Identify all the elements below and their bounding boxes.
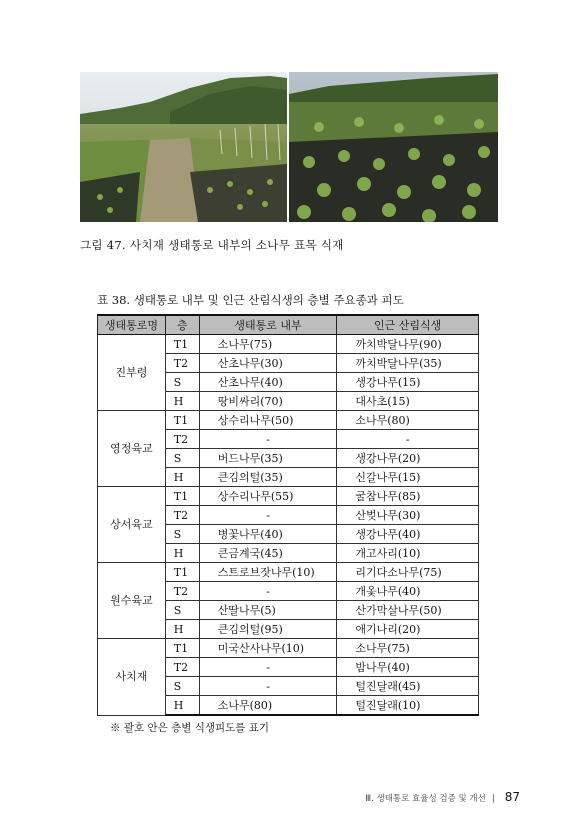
layer-cell: T1 <box>165 563 199 582</box>
inner-species-cell: 산초나무(30) <box>199 354 337 373</box>
header-outer: 인근 산림식생 <box>337 315 479 335</box>
footer-chapter: Ⅲ. 생태통로 효율성 검증 및 개선 <box>365 794 486 804</box>
inner-species-cell: 산딸나무(5) <box>199 601 337 620</box>
figure-caption: 그림 47. 사치재 생태통로 내부의 소나무 표목 식재 <box>80 238 344 252</box>
outer-species-cell: 대사초(15) <box>337 392 479 411</box>
outer-species-cell: 개고사리(10) <box>337 544 479 563</box>
inner-species-cell: 소나무(75) <box>199 335 337 354</box>
outer-species-cell: 리기다소나무(75) <box>337 563 479 582</box>
layer-cell: T1 <box>165 335 199 354</box>
corridor-name: 영정육교 <box>98 411 166 487</box>
outer-species-cell: 개옻나무(40) <box>337 582 479 601</box>
layer-cell: S <box>165 525 199 544</box>
outer-species-cell: 털진달래(10) <box>337 696 479 716</box>
inner-species-cell: 상수리나무(50) <box>199 411 337 430</box>
outer-species-cell: 굴참나무(85) <box>337 487 479 506</box>
layer-cell: T2 <box>165 506 199 525</box>
outer-species-cell: - <box>337 430 479 449</box>
outer-species-cell: 생강나무(20) <box>337 449 479 468</box>
inner-species-cell: 버드나무(35) <box>199 449 337 468</box>
layer-cell: T1 <box>165 487 199 506</box>
inner-species-cell: 큰김의털(35) <box>199 468 337 487</box>
inner-species-cell: 산초나무(40) <box>199 373 337 392</box>
layer-cell: H <box>165 392 199 411</box>
corridor-name: 진부령 <box>98 335 166 411</box>
outer-species-cell: 생강나무(40) <box>337 525 479 544</box>
corridor-name: 원수육교 <box>98 563 166 639</box>
table-row <box>98 639 479 658</box>
inner-species-cell: 큰김의털(95) <box>199 620 337 639</box>
layer-cell: S <box>165 601 199 620</box>
layer-cell: T2 <box>165 354 199 373</box>
outer-species-cell: 신갈나무(15) <box>337 468 479 487</box>
footer-separator: | <box>491 794 495 804</box>
inner-species-cell: 병꽃나무(40) <box>199 525 337 544</box>
table-row <box>98 335 479 354</box>
outer-species-cell: 소나무(80) <box>337 411 479 430</box>
page-number: 87 <box>504 790 520 804</box>
layer-cell: T1 <box>165 639 199 658</box>
inner-species-cell: 스트로브잣나무(10) <box>199 563 337 582</box>
outer-species-cell: 털진달래(45) <box>337 677 479 696</box>
page-footer <box>365 790 520 804</box>
layer-cell: T2 <box>165 582 199 601</box>
layer-cell: H <box>165 696 199 716</box>
photo-left <box>80 72 287 222</box>
layer-cell: T2 <box>165 658 199 677</box>
inner-species-cell: - <box>199 430 337 449</box>
outer-species-cell: 애기나리(20) <box>337 620 479 639</box>
inner-species-cell: - <box>199 582 337 601</box>
inner-species-cell: - <box>199 677 337 696</box>
inner-species-cell: 땅비싸리(70) <box>199 392 337 411</box>
layer-cell: S <box>165 449 199 468</box>
inner-species-cell: - <box>199 506 337 525</box>
table-row <box>98 411 479 430</box>
outer-species-cell: 까치박달나무(90) <box>337 335 479 354</box>
photo-right <box>289 72 498 222</box>
corridor-name: 사치재 <box>98 639 166 716</box>
layer-cell: T2 <box>165 430 199 449</box>
inner-species-cell: 소나무(80) <box>199 696 337 716</box>
table-row <box>98 487 479 506</box>
layer-cell: S <box>165 677 199 696</box>
table-header-row <box>98 315 479 335</box>
inner-species-cell: 미국산사나무(10) <box>199 639 337 658</box>
header-layer: 층 <box>165 315 199 335</box>
outer-species-cell: 산가막살나무(50) <box>337 601 479 620</box>
outer-species-cell: 까치박달나무(35) <box>337 354 479 373</box>
layer-cell: H <box>165 468 199 487</box>
corridor-name: 상서육교 <box>98 487 166 563</box>
outer-species-cell: 생강나무(15) <box>337 373 479 392</box>
inner-species-cell: - <box>199 658 337 677</box>
header-inner: 생태통로 내부 <box>199 315 337 335</box>
table-title: 표 38. 생태통로 내부 및 인근 산림식생의 층별 주요종과 피도 <box>97 293 404 307</box>
layer-cell: H <box>165 544 199 563</box>
species-table <box>97 314 479 716</box>
outer-species-cell: 산벚나무(30) <box>337 506 479 525</box>
header-corridor: 생태통로명 <box>98 315 166 335</box>
outer-species-cell: 밤나무(40) <box>337 658 479 677</box>
table-row <box>98 563 479 582</box>
layer-cell: S <box>165 373 199 392</box>
outer-species-cell: 소나무(75) <box>337 639 479 658</box>
figure-photos <box>80 72 498 222</box>
inner-species-cell: 큰금계국(45) <box>199 544 337 563</box>
layer-cell: H <box>165 620 199 639</box>
table-note: ※ 괄호 안은 층별 식생피도를 표기 <box>110 722 270 734</box>
layer-cell: T1 <box>165 411 199 430</box>
inner-species-cell: 상수리나무(55) <box>199 487 337 506</box>
